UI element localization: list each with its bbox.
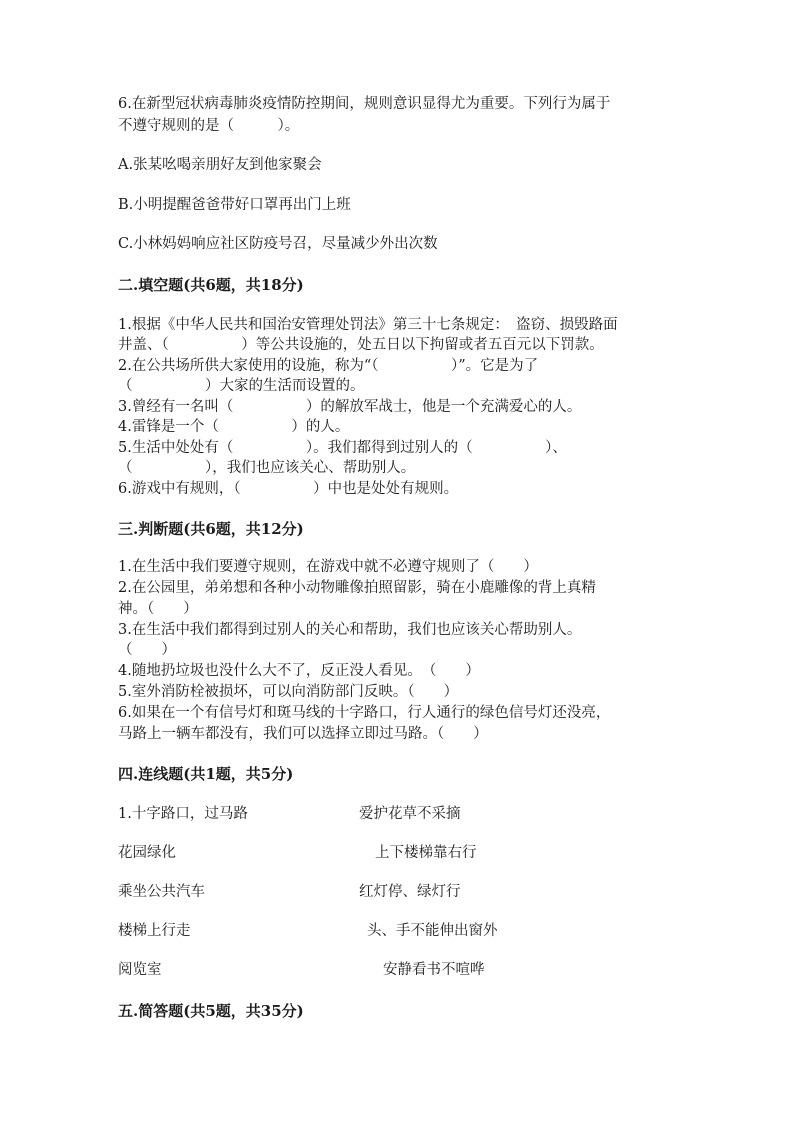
section3-line: 1.在生活中我们要遵守规则，在游戏中就不必遵守规则了（ ） [118,559,538,575]
section3-heading: 三.判断题(共6题，共12分) [118,520,304,538]
match-left-item: 阅览室 [118,962,162,978]
match-right-item: 上下楼梯靠右行 [375,845,477,861]
section3-line: 2.在公园里，弟弟想和各种小动物雕像拍照留影，骑在小鹿雕像的背上真精 [118,580,596,596]
match-right-item: 爱护花草不采摘 [359,806,461,822]
match-left-item: 乘坐公共汽车 [118,884,205,900]
section3-line: （ ） [118,642,176,658]
section3-line: 5.室外消防栓被损坏，可以向消防部门反映。（ ） [118,684,459,700]
match-right-item: 红灯停、绿灯行 [359,884,461,900]
section3-line: 马路上一辆车都没有，我们可以选择立即过马路。（ ） [118,726,488,742]
section4-heading: 四.连线题(共1题，共5分) [118,765,294,783]
match-left-item: 楼梯上行走 [118,923,191,939]
section3-line: 神。（ ） [118,601,198,617]
section2-line: （ ），我们也应该关心、帮助别人。 [118,460,416,476]
q6-option-a: A.张某吆喝亲朋好友到他家聚会 [118,157,322,173]
section3-line: 4.随地扔垃圾也没什么大不了，反正没人看见。 （ ） [118,663,480,679]
q6-option-b: B.小明提醒爸爸带好口罩再出门上班 [118,197,351,213]
section2-line: 5.生活中处处有（ ）。我们都得到过别人的（ ）、 [118,440,567,456]
section2-line: 井盖、（ ）等公共设施的，处五日以下拘留或者五百元以下罚款。 [118,337,604,353]
section3-line: 3.在生活中我们都得到过别人的关心和帮助，我们也应该关心帮助别人。 [118,622,582,638]
q6-stem-line2: 不遵守规则的是（ ）。 [118,118,300,134]
section2-line: 3.曾经有一名叫（ ）的解放军战士，他是一个充满爱心的人。 [118,399,582,415]
section2-line: 6.游戏中有规则，（ ）中也是处处有规则。 [118,481,459,497]
section2-heading: 二.填空题(共6题，共18分) [118,276,304,294]
section2-line: 4.雷锋是一个（ ）的人。 [118,419,350,435]
match-left-item: 1.十字路口，过马路 [118,806,248,822]
q6-stem-line1: 6.在新型冠状病毒肺炎疫情防控期间，规则意识显得尤为重要。下列行为属于 [118,96,611,112]
section2-line: 2.在公共场所供大家使用的设施，称为“（ ）”。它是为了 [118,358,539,374]
section3-line: 6.如果在一个有信号灯和斑马线的十字路口，行人通行的绿色信号灯还没亮， [118,705,611,721]
section2-line: 1.根据《中华人民共和国治安管理处罚法》第三十七条规定： 盗窃、损毁路面 [118,317,618,333]
section2-line: （ ）大家的生活而设置的。 [118,378,365,394]
match-right-item: 安静看书不喧哗 [383,962,485,978]
section5-heading: 五.简答题(共5题，共35分) [118,1002,304,1020]
match-left-item: 花园绿化 [118,845,176,861]
q6-option-c: C.小林妈妈响应社区防疫号召，尽量减少外出次数 [118,236,438,252]
match-right-item: 头、手不能伸出窗外 [367,923,498,939]
